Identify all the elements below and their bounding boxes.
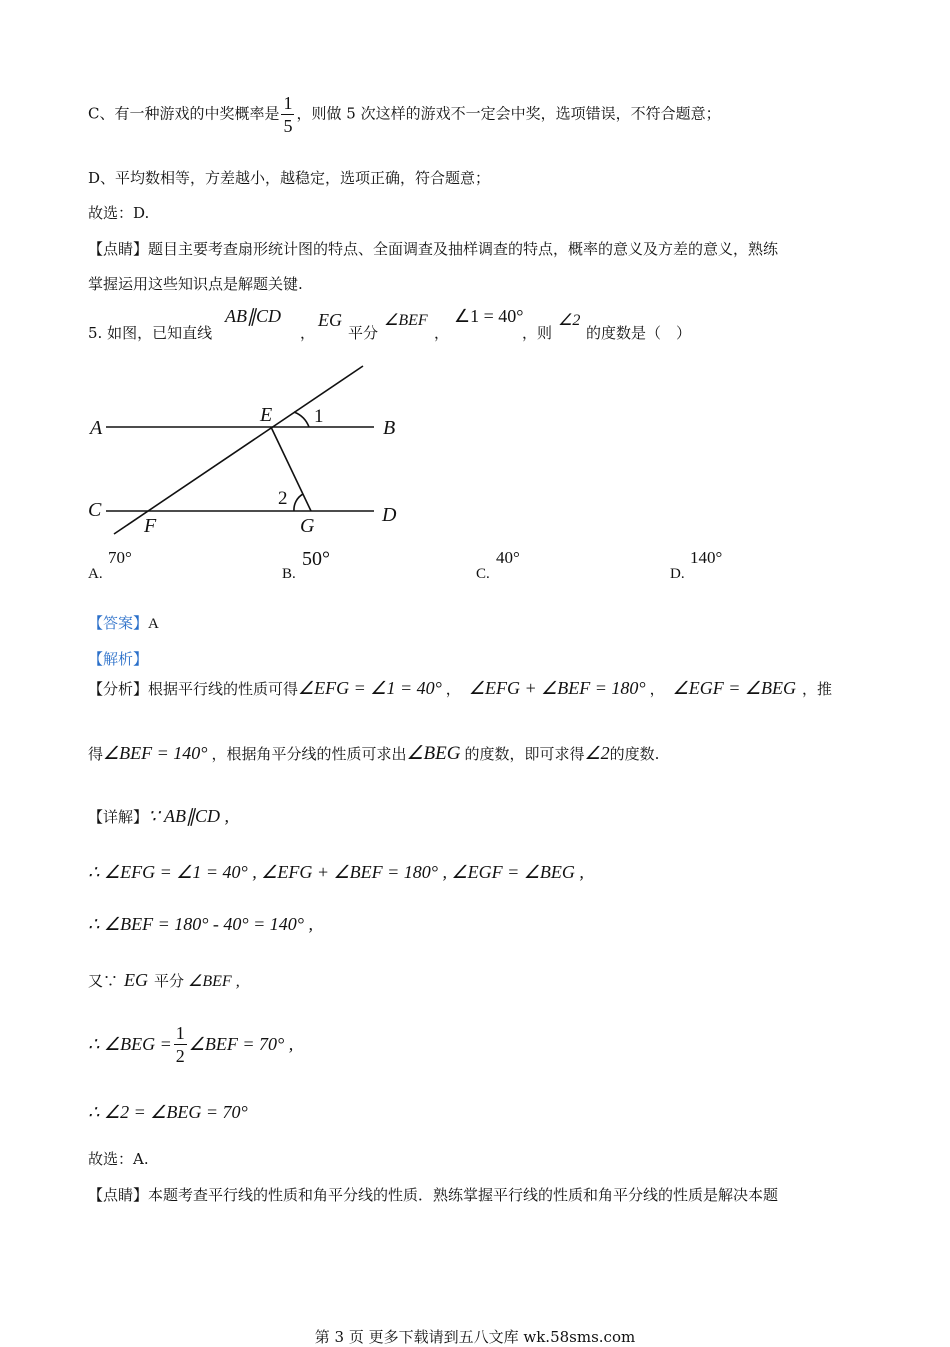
fenxi-text-de: 得 xyxy=(88,745,104,763)
fenxi-text-7: 的度数，即可求得 xyxy=(464,745,585,763)
dianjing-1b: 掌握运用这些知识点是解题关键. xyxy=(88,275,303,293)
fenxi-math-1: ∠EFG = ∠1 = 40° xyxy=(298,678,442,698)
geometry-figure xyxy=(82,362,422,542)
answer-value: A xyxy=(148,616,159,632)
xiangjie-step-2: ∴ ∠EFG = ∠1 = 40° , ∠EFG + ∠BEF = 180° , ∠EGF = ∠BEG , xyxy=(88,862,584,882)
choose-line-1: 故选：D. xyxy=(88,204,150,222)
xiangjie-step-1: ∵ AB∥CD , xyxy=(148,806,229,826)
option-a-label: A. xyxy=(88,566,103,582)
fenxi-sep-1: ， xyxy=(445,680,461,698)
option-b-value: 50° xyxy=(302,548,330,570)
xiangjie-step-5 xyxy=(88,1022,293,1067)
question-math-angle-bef: ∠BEF xyxy=(384,312,428,329)
label-e: E xyxy=(260,404,273,426)
question-math-ab-cd: AB∥CD xyxy=(225,306,281,326)
fenxi-text-1: 根据平行线的性质可得 xyxy=(148,680,299,698)
xiangjie-step-4-angle: ∠BEF , xyxy=(188,973,240,990)
question-text-1: 5. 如图，已知直线 xyxy=(88,324,213,342)
xiangjie-step-5-post: ∠BEF = 70° , xyxy=(188,1034,294,1054)
question-math-angle2: ∠2 xyxy=(558,312,581,329)
fraction-numerator: 1 xyxy=(283,93,293,113)
question-comma-2: ， xyxy=(434,324,450,342)
page-footer: 第 3 页 更多下载请到五八文库 wk.58sms.com xyxy=(314,1328,636,1346)
dianjing-1a: 【点睛】题目主要考查扇形统计图的特点、全面调查及抽样调查的特点，概率的意义及方差的意义，熟练 xyxy=(88,240,779,258)
segment-eg xyxy=(271,427,311,511)
option-c-line xyxy=(88,92,721,137)
question-math-angle1: ∠1 = 40° xyxy=(454,306,524,326)
label-f: F xyxy=(144,515,157,537)
fenxi-line-2 xyxy=(88,742,659,765)
option-c-text: C、有一种游戏的中奖概率是 xyxy=(88,104,280,123)
fenxi-line-1 xyxy=(88,678,832,699)
label-d: D xyxy=(382,504,397,526)
xiangjie-step-4 xyxy=(88,970,240,991)
half-denominator: 2 xyxy=(175,1046,185,1066)
fenxi-text-8: 的度数. xyxy=(609,745,660,763)
fenxi-tag: 【分析】 xyxy=(88,680,149,698)
xiangjie-step-3: ∴ ∠BEF = 180° - 40° = 140° , xyxy=(88,914,313,934)
fenxi-text-6: ，根据角平分线的性质可求出 xyxy=(211,745,407,763)
fenxi-math-2: ∠EFG + ∠BEF = 180° xyxy=(468,678,646,698)
fenxi-sep-2: ， xyxy=(649,680,665,698)
option-a-value: 70° xyxy=(108,548,132,567)
xiangjie-step-4-text: 又∵ xyxy=(88,972,119,990)
fenxi-math-6: ∠2 xyxy=(584,743,610,763)
transversal-line xyxy=(114,366,363,534)
option-b-label: B. xyxy=(282,566,296,582)
xiangjie-tag: 【详解】 xyxy=(88,808,149,826)
question-text-then: ，则 xyxy=(522,324,553,342)
label-c: C xyxy=(88,499,102,521)
xiangjie-step-4-eg: EG xyxy=(124,970,149,990)
fenxi-math-5: ∠BEG xyxy=(406,743,461,764)
fraction-denominator: 5 xyxy=(283,116,293,136)
fenxi-math-4: ∠BEF = 140° xyxy=(103,743,208,763)
answer-tag: 【答案】 xyxy=(88,614,149,632)
question-math-eg: EG xyxy=(318,310,342,330)
label-angle-1: 1 xyxy=(314,406,324,427)
option-c-suffix: ，则做 5 次这样的游戏不一定会中奖，选项错误，不符合题意； xyxy=(296,104,721,123)
xiangjie-step-6: ∴ ∠2 = ∠BEG = 70° xyxy=(88,1102,248,1122)
xiangjie-step-4-bisect: 平分 xyxy=(154,972,185,990)
fenxi-math-3: ∠EGF = ∠BEG xyxy=(672,678,796,698)
fraction-one-half xyxy=(174,1022,187,1067)
option-d-line: D、平均数相等，方差越小，越稳定，选项正确，符合题意； xyxy=(88,169,491,187)
label-b: B xyxy=(383,417,396,439)
question-text-bisect: 平分 xyxy=(348,324,379,342)
question-text-end: 的度数是（ ） xyxy=(586,324,692,342)
angle-2-arc xyxy=(294,494,303,511)
option-c-value: 40° xyxy=(496,548,520,567)
label-angle-2: 2 xyxy=(278,488,288,509)
angle-1-arc xyxy=(294,412,309,427)
xiangjie-step-5-pre: ∴ ∠BEG = xyxy=(88,1034,172,1054)
answer-line xyxy=(88,612,159,633)
analysis-tag: 【解析】 xyxy=(88,650,149,668)
half-numerator: 1 xyxy=(175,1023,185,1043)
question-comma-1: ， xyxy=(300,324,316,342)
dianjing-2: 【点睛】本题考查平行线的性质和角平分线的性质．熟练掌握平行线的性质和角平分线的性质是解决本题 xyxy=(88,1186,779,1204)
fraction-one-fifth xyxy=(281,92,294,137)
label-g: G xyxy=(300,515,315,537)
option-d-value: 140° xyxy=(690,548,723,567)
choose-line-2: 故选：A. xyxy=(88,1150,149,1168)
option-d-label: D. xyxy=(670,566,685,582)
xiangjie-line-1 xyxy=(88,806,229,827)
label-a: A xyxy=(90,417,103,439)
option-c-label: C. xyxy=(476,566,490,582)
fenxi-text-tui: ，推 xyxy=(801,680,832,698)
